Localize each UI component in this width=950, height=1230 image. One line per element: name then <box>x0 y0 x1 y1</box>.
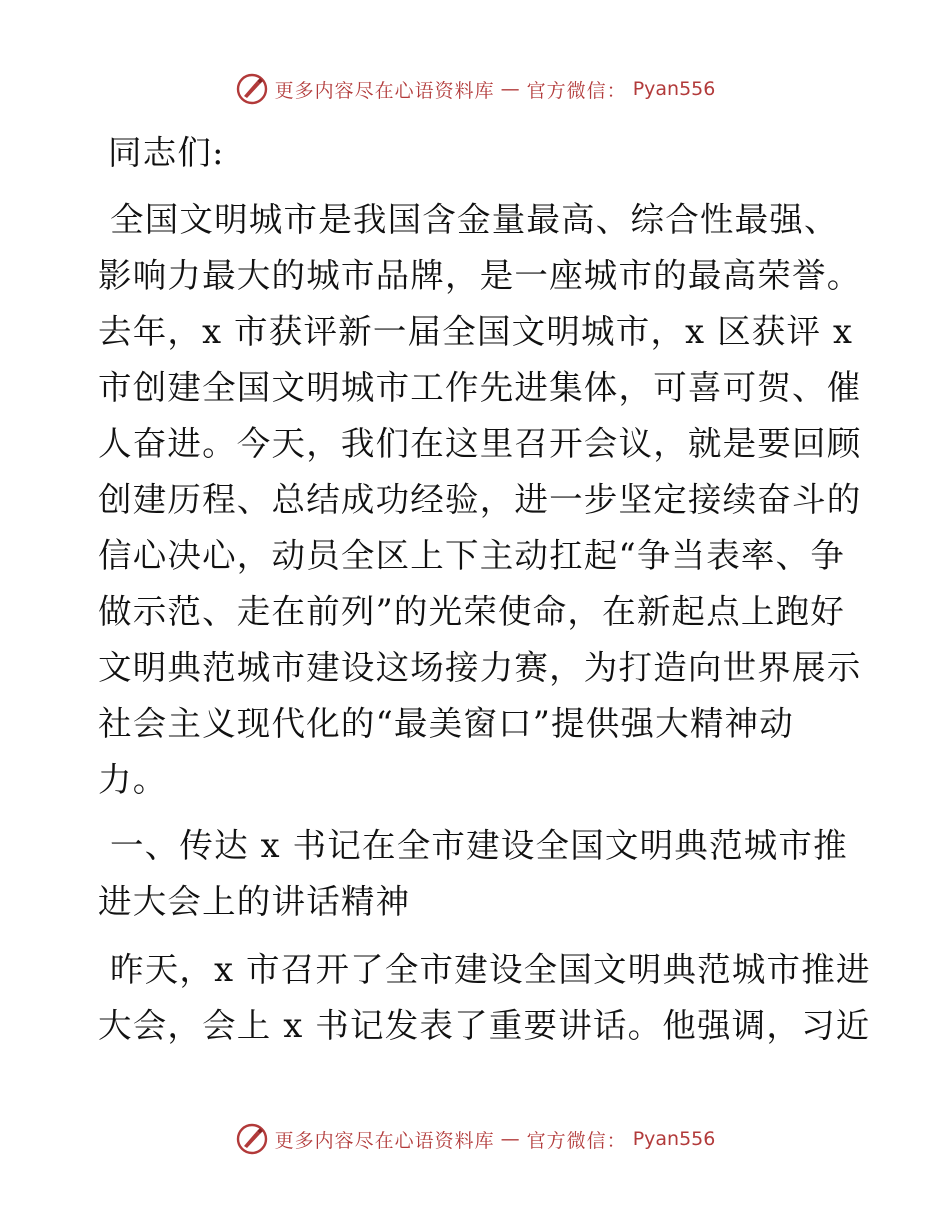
document-body <box>98 125 871 1054</box>
paragraph-line: 力。 <box>98 760 168 799</box>
paragraph-line: 人奋进。今天，我们在这里召开会议，就是要回顾 <box>98 424 862 463</box>
watermark-brand: 更多内容尽在心语资料库 <box>274 1129 495 1152</box>
pen-circle-icon <box>235 72 269 106</box>
heading-line: 一、传达 x 书记在全市建设全国文明典范城市推 <box>110 826 848 865</box>
paragraph-line: 信心决心，动员全区上下主动扛起“争当表率、争 <box>98 536 846 575</box>
paragraph-line: 全国文明城市是我国含金量最高、综合性最强、 <box>110 200 839 239</box>
paragraph-intro <box>98 192 862 808</box>
heading-line: 进大会上的讲话精神 <box>98 882 411 921</box>
footer-watermark <box>0 1122 950 1156</box>
watermark-account: Pyan556 <box>632 1128 716 1150</box>
paragraph-line: 创建历程、总结成功经验，进一步坚定接续奋斗的 <box>98 480 862 519</box>
paragraph-line: 去年，x 市获评新一届全国文明城市，x 区获评 x <box>98 312 854 351</box>
paragraph-line: 市创建全国文明城市工作先进集体，可喜可贺、催 <box>98 368 862 407</box>
paragraph-line: 影响力最大的城市品牌，是一座城市的最高荣誉。 <box>98 256 862 295</box>
header-watermark <box>0 72 950 106</box>
paragraph-line: 昨天，x 市召开了全市建设全国文明典范城市推进 <box>110 950 871 989</box>
watermark-separator: — <box>500 1128 521 1150</box>
watermark-official: 官方微信： <box>526 79 627 102</box>
paragraph-line: 社会主义现代化的“最美窗口”提供强大精神动 <box>98 704 794 743</box>
paragraph-section-1 <box>98 942 871 1054</box>
watermark-official: 官方微信： <box>526 1129 627 1152</box>
section-heading-1 <box>98 818 858 930</box>
paragraph-line: 文明典范城市建设这场接力赛，为打造向世界展示 <box>98 648 862 687</box>
watermark-separator: — <box>500 78 521 100</box>
pen-circle-icon <box>235 1122 269 1156</box>
watermark-account: Pyan556 <box>632 78 716 100</box>
paragraph-line: 做示范、走在前列”的光荣使命，在新起点上跑好 <box>98 592 846 631</box>
paragraph-line: 大会，会上 x 书记发表了重要讲话。他强调，习近 <box>98 1006 871 1045</box>
greeting: 同志们: <box>108 133 225 172</box>
watermark-brand: 更多内容尽在心语资料库 <box>274 79 495 102</box>
